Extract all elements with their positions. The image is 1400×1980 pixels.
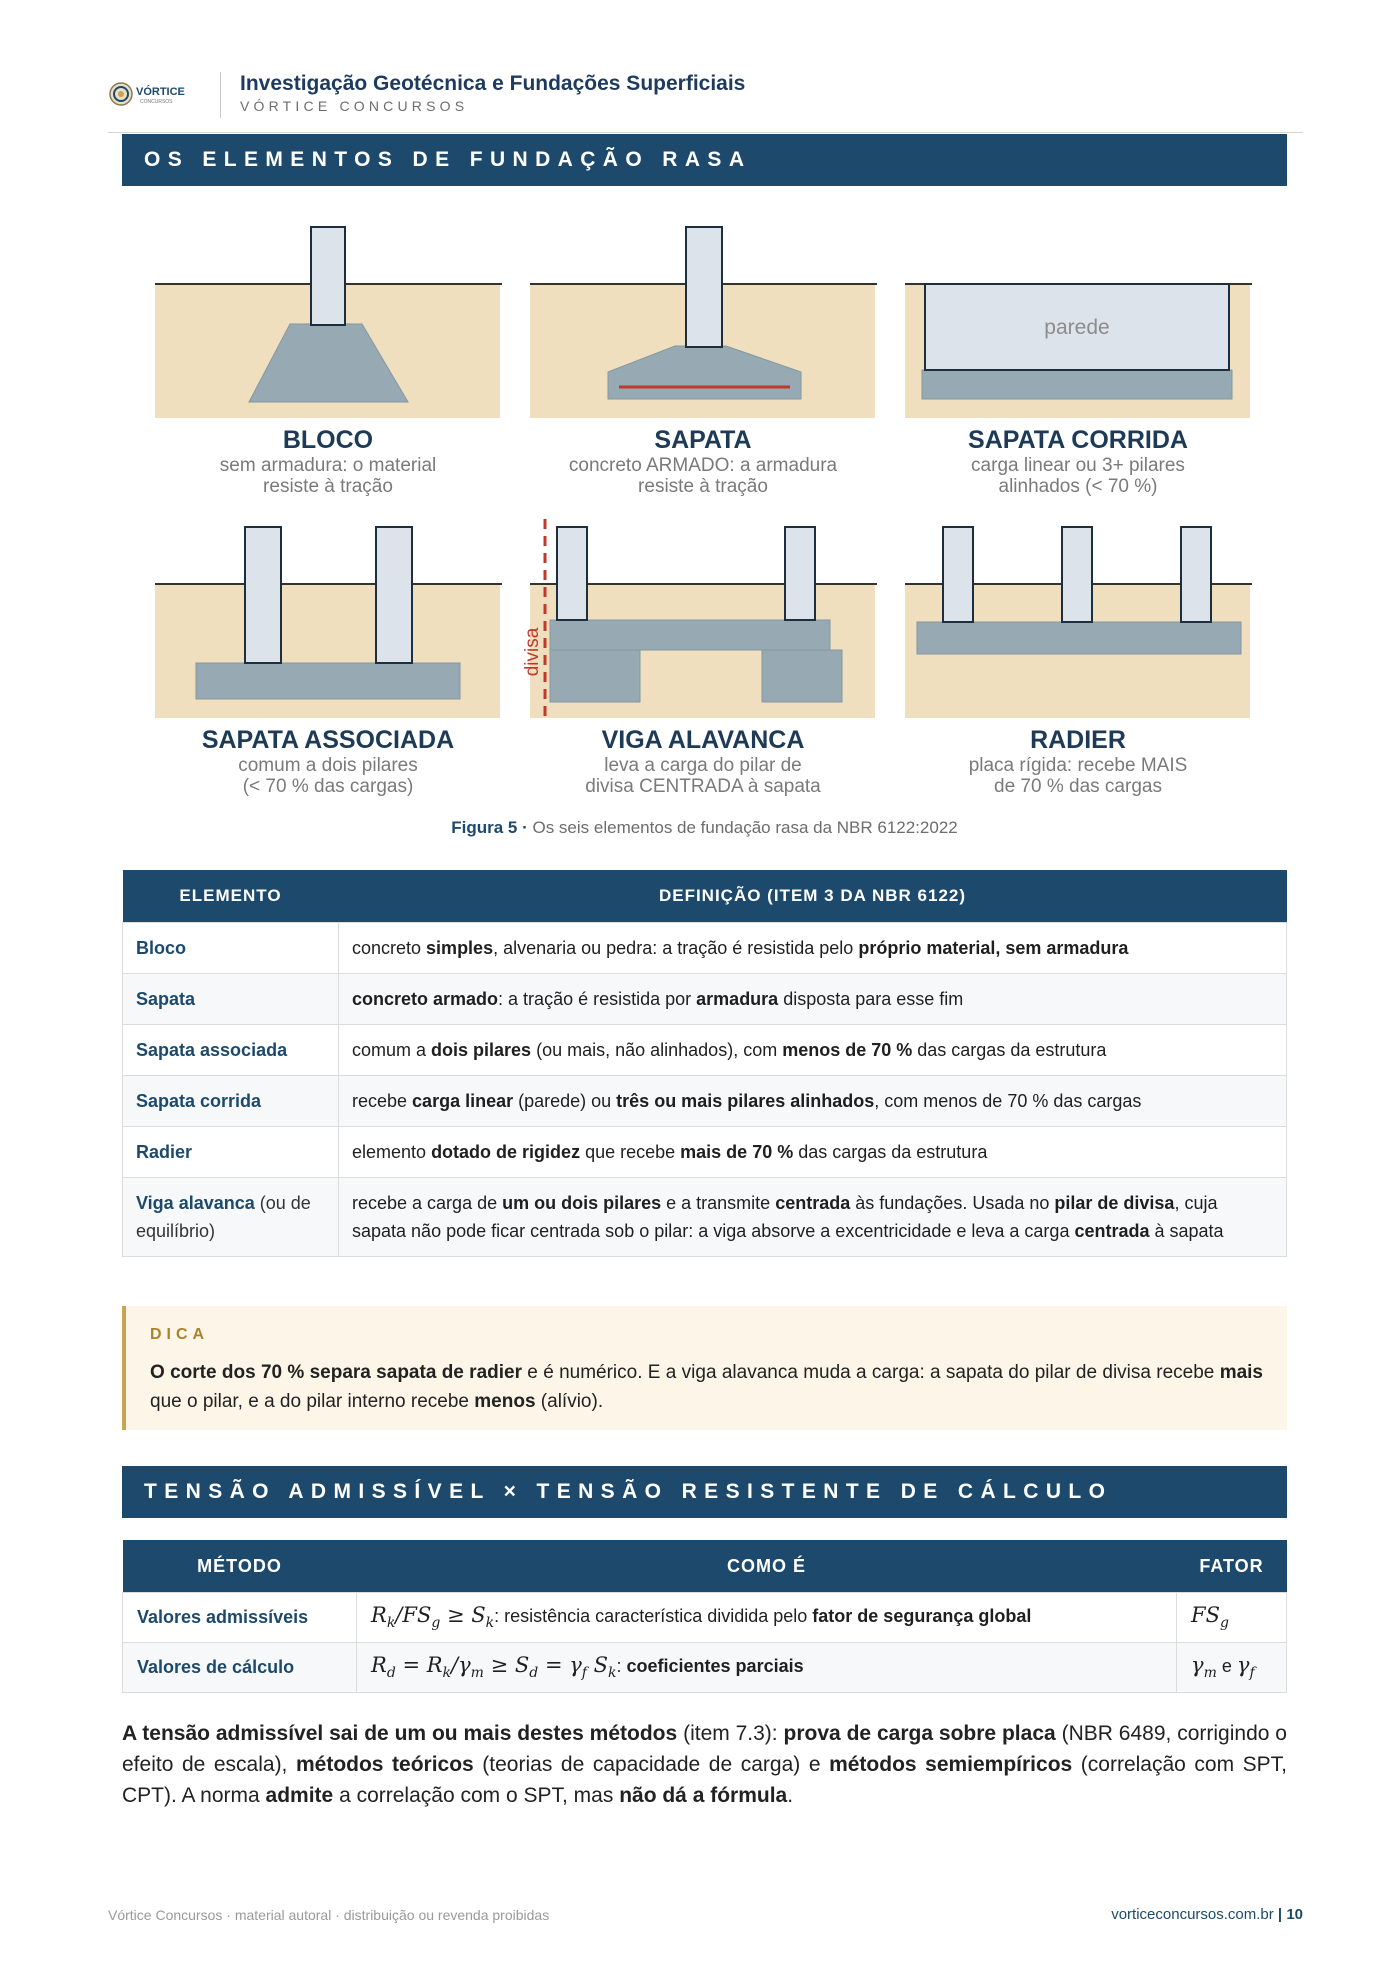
text-run: elemento xyxy=(352,1142,432,1162)
panel-desc: resiste à tração xyxy=(638,476,768,497)
figure-caption-text: Os seis elementos de fundação rasa da NBR 6122:2022 xyxy=(532,818,958,837)
closing-paragraph xyxy=(122,1718,1287,1811)
header-title: Investigação Geotécnica e Fundações Superficiais xyxy=(240,72,746,95)
text-emphasis: dotado de rigidez xyxy=(431,1142,581,1162)
header-rule xyxy=(108,132,1303,133)
text-emphasis: três ou mais pilares alinhados xyxy=(616,1091,875,1111)
footer-page-info xyxy=(1111,1906,1303,1923)
formula-admissible: $R_k/FS_g \ge S_k$ xyxy=(371,1603,495,1632)
page-number: 10 xyxy=(1286,1906,1303,1923)
table-cell-element: Bloco xyxy=(123,923,339,974)
table-cell-definition xyxy=(339,1178,1287,1257)
table-header: DEFINIÇÃO (ITEM 3 DA NBR 6122) xyxy=(339,870,1287,923)
factor-gamma-f: $\gamma_f$ xyxy=(1236,1653,1255,1682)
table-cell-definition xyxy=(339,1076,1287,1127)
panel-viga-alavanca xyxy=(522,519,877,718)
logo-subtext: CONCURSOS xyxy=(140,99,173,105)
text-run: , cuja sapata não pode ficar centrada sob o pilar: a viga absorve a excentricidade e leva a carga xyxy=(352,1193,1218,1241)
text-run: recebe a carga de xyxy=(352,1193,503,1213)
panel-desc: comum a dois pilares xyxy=(238,755,418,776)
header-subtitle: VÓRTICE CONCURSOS xyxy=(240,98,469,114)
text-emphasis: métodos teóricos xyxy=(295,1753,474,1776)
text-emphasis: dois pilares xyxy=(431,1040,532,1060)
text-run: a correlação com o SPT, mas xyxy=(333,1784,620,1807)
text-run: concreto xyxy=(352,938,427,958)
panel-desc: alinhados (< 70 %) xyxy=(998,476,1158,497)
text-emphasis: mais de 70 % xyxy=(680,1142,794,1162)
definition-table xyxy=(122,870,1287,1257)
text-run: e é numérico. E a viga alavanca muda a carga: a sapata do pilar de divisa recebe xyxy=(522,1362,1220,1383)
formula-note: : resistência característica dividida pelo xyxy=(494,1606,813,1627)
table-cell-formula xyxy=(357,1643,1177,1693)
panel-desc: sem armadura: o material xyxy=(219,455,437,476)
table-cell-element: Sapata xyxy=(123,974,339,1025)
text-run: (parede) ou xyxy=(513,1091,617,1111)
panel-title: SAPATA xyxy=(654,426,752,454)
text-run: às fundações. Usada no xyxy=(850,1193,1055,1213)
text-emphasis: pilar de divisa xyxy=(1054,1193,1175,1213)
text-emphasis: próprio material, sem armadura xyxy=(858,938,1129,958)
text-emphasis: A tensão admissível sai de um ou mais destes métodos xyxy=(122,1722,678,1745)
table-cell-element xyxy=(123,1178,339,1257)
table-cell-factor xyxy=(1177,1593,1287,1643)
panel-radier xyxy=(905,527,1252,718)
text-emphasis: centrada xyxy=(1074,1221,1150,1241)
table-header: COMO É xyxy=(357,1540,1177,1593)
element-suffix: (ou de equilíbrio) xyxy=(136,1193,311,1241)
text-run: , com menos de 70 % das cargas xyxy=(874,1091,1142,1111)
method-table xyxy=(122,1540,1287,1693)
panel-desc: de 70 % das cargas xyxy=(994,776,1162,797)
text-run: que o pilar, e a do pilar interno recebe xyxy=(150,1391,475,1412)
text-emphasis: armadura xyxy=(696,989,779,1009)
panel-desc: carga linear ou 3+ pilares xyxy=(971,455,1185,476)
text-emphasis: não dá a fórmula xyxy=(619,1784,788,1807)
formula-note: : xyxy=(616,1656,627,1677)
text-run: comum a xyxy=(352,1040,432,1060)
table-cell-definition xyxy=(339,923,1287,974)
tip-text xyxy=(150,1358,1263,1416)
text-emphasis: carga linear xyxy=(412,1091,514,1111)
divisa-label: divisa xyxy=(522,627,543,677)
wall-label: parede xyxy=(1044,316,1110,339)
formula-note-bold: fator de segurança global xyxy=(812,1606,1032,1627)
footer-separator: | xyxy=(1273,1906,1287,1923)
table-cell-element: Sapata associada xyxy=(123,1025,339,1076)
panel-desc: divisa CENTRADA à sapata xyxy=(585,776,821,797)
factor-separator: e xyxy=(1221,1656,1232,1677)
table-header: MÉTODO xyxy=(123,1540,357,1593)
text-run: à sapata xyxy=(1149,1221,1224,1241)
footer-copyright: Vórtice Concursos · material autoral · distribuição ou revenda proibidas xyxy=(108,1907,550,1923)
panel-desc: concreto ARMADO: a armadura xyxy=(568,455,838,476)
formula-design: $R_d = R_k/\gamma_m \ge S_d = \gamma_f$ $S_k$ xyxy=(371,1653,617,1682)
panel-desc: (< 70 % das cargas) xyxy=(242,776,414,797)
panel-title: SAPATA CORRIDA xyxy=(968,426,1188,454)
text-emphasis: concreto armado xyxy=(352,989,499,1009)
text-run: (correlação com SPT, CPT). A norma xyxy=(122,1753,1287,1807)
panel-title: BLOCO xyxy=(282,426,374,454)
text-emphasis: um ou dois pilares xyxy=(502,1193,662,1213)
text-emphasis: mais xyxy=(1219,1362,1263,1383)
text-run: (item 7.3): xyxy=(677,1722,784,1745)
text-run: , alvenaria ou pedra: a tração é resistida pelo xyxy=(493,938,859,958)
text-emphasis: métodos semiempíricos xyxy=(829,1753,1073,1776)
element-name: Viga alavanca xyxy=(136,1193,255,1213)
text-run: (NBR 6489, corrigindo o efeito de escala), xyxy=(122,1722,1287,1776)
table-cell-factor xyxy=(1177,1643,1287,1693)
text-emphasis: menos de 70 % xyxy=(782,1040,913,1060)
panel-bloco xyxy=(155,227,502,418)
text-emphasis: centrada xyxy=(775,1193,851,1213)
text-run: : a tração é resistida por xyxy=(498,989,697,1009)
figure-caption-prefix: Figura 5 · xyxy=(451,818,528,837)
panel-desc: placa rígida: recebe MAIS xyxy=(968,755,1188,776)
section-title-stress: TENSÃO ADMISSÍVEL × TENSÃO RESISTENTE DE CÁLCULO xyxy=(122,1466,1287,1518)
text-run: recebe xyxy=(352,1091,413,1111)
text-run: . xyxy=(787,1784,794,1807)
text-run: das cargas da estrutura xyxy=(912,1040,1107,1060)
text-emphasis: prova de carga sobre placa xyxy=(783,1722,1056,1745)
table-cell-definition xyxy=(339,1127,1287,1178)
panel-title: RADIER xyxy=(1030,726,1126,754)
panel-title: VIGA ALAVANCA xyxy=(601,726,805,754)
table-header: ELEMENTO xyxy=(123,870,339,923)
text-emphasis: admite xyxy=(265,1784,334,1807)
section-title-foundations: OS ELEMENTOS DE FUNDAÇÃO RASA xyxy=(122,134,1287,186)
text-run: e a transmite xyxy=(661,1193,776,1213)
factor-fsg: $FS_g$ xyxy=(1191,1603,1229,1632)
panel-title: SAPATA ASSOCIADA xyxy=(201,726,455,754)
footer-site-link[interactable]: vorticeconcursos.com.br xyxy=(1111,1906,1274,1923)
text-emphasis: menos xyxy=(474,1391,536,1412)
text-run: disposta para esse fim xyxy=(778,989,964,1009)
header-divider xyxy=(220,72,221,118)
text-run: (teorias de capacidade de carga) e xyxy=(473,1753,830,1776)
table-cell-method: Valores admissíveis xyxy=(123,1593,357,1643)
text-emphasis: simples xyxy=(426,938,494,958)
figure-caption xyxy=(122,818,1287,838)
logo-text: VÓRTICE xyxy=(136,86,185,98)
table-cell-method: Valores de cálculo xyxy=(123,1643,357,1693)
text-emphasis: O corte dos 70 % separa sapata de radier xyxy=(150,1362,522,1383)
vortice-logo xyxy=(108,80,198,108)
formula-note-bold: coeficientes parciais xyxy=(626,1656,804,1677)
text-run: que recebe xyxy=(580,1142,681,1162)
text-run: (alívio). xyxy=(535,1391,604,1412)
tip-box xyxy=(122,1306,1287,1430)
panel-sapata xyxy=(530,227,877,418)
table-cell-element: Radier xyxy=(123,1127,339,1178)
table-cell-definition xyxy=(339,1025,1287,1076)
text-run: das cargas da estrutura xyxy=(793,1142,988,1162)
tip-label: DICA xyxy=(150,1326,210,1343)
panel-sapata-corrida xyxy=(905,284,1252,418)
table-cell-element: Sapata corrida xyxy=(123,1076,339,1127)
panel-sapata-associada xyxy=(155,527,502,718)
foundation-figure xyxy=(122,212,1287,812)
table-cell-formula xyxy=(357,1593,1177,1643)
text-run: (ou mais, não alinhados), com xyxy=(531,1040,783,1060)
table-cell-definition xyxy=(339,974,1287,1025)
factor-gamma-m: $\gamma_m$ xyxy=(1191,1653,1217,1682)
panel-desc: leva a carga do pilar de xyxy=(604,755,802,776)
panel-desc: resiste à tração xyxy=(263,476,393,497)
table-header: FATOR xyxy=(1177,1540,1287,1593)
